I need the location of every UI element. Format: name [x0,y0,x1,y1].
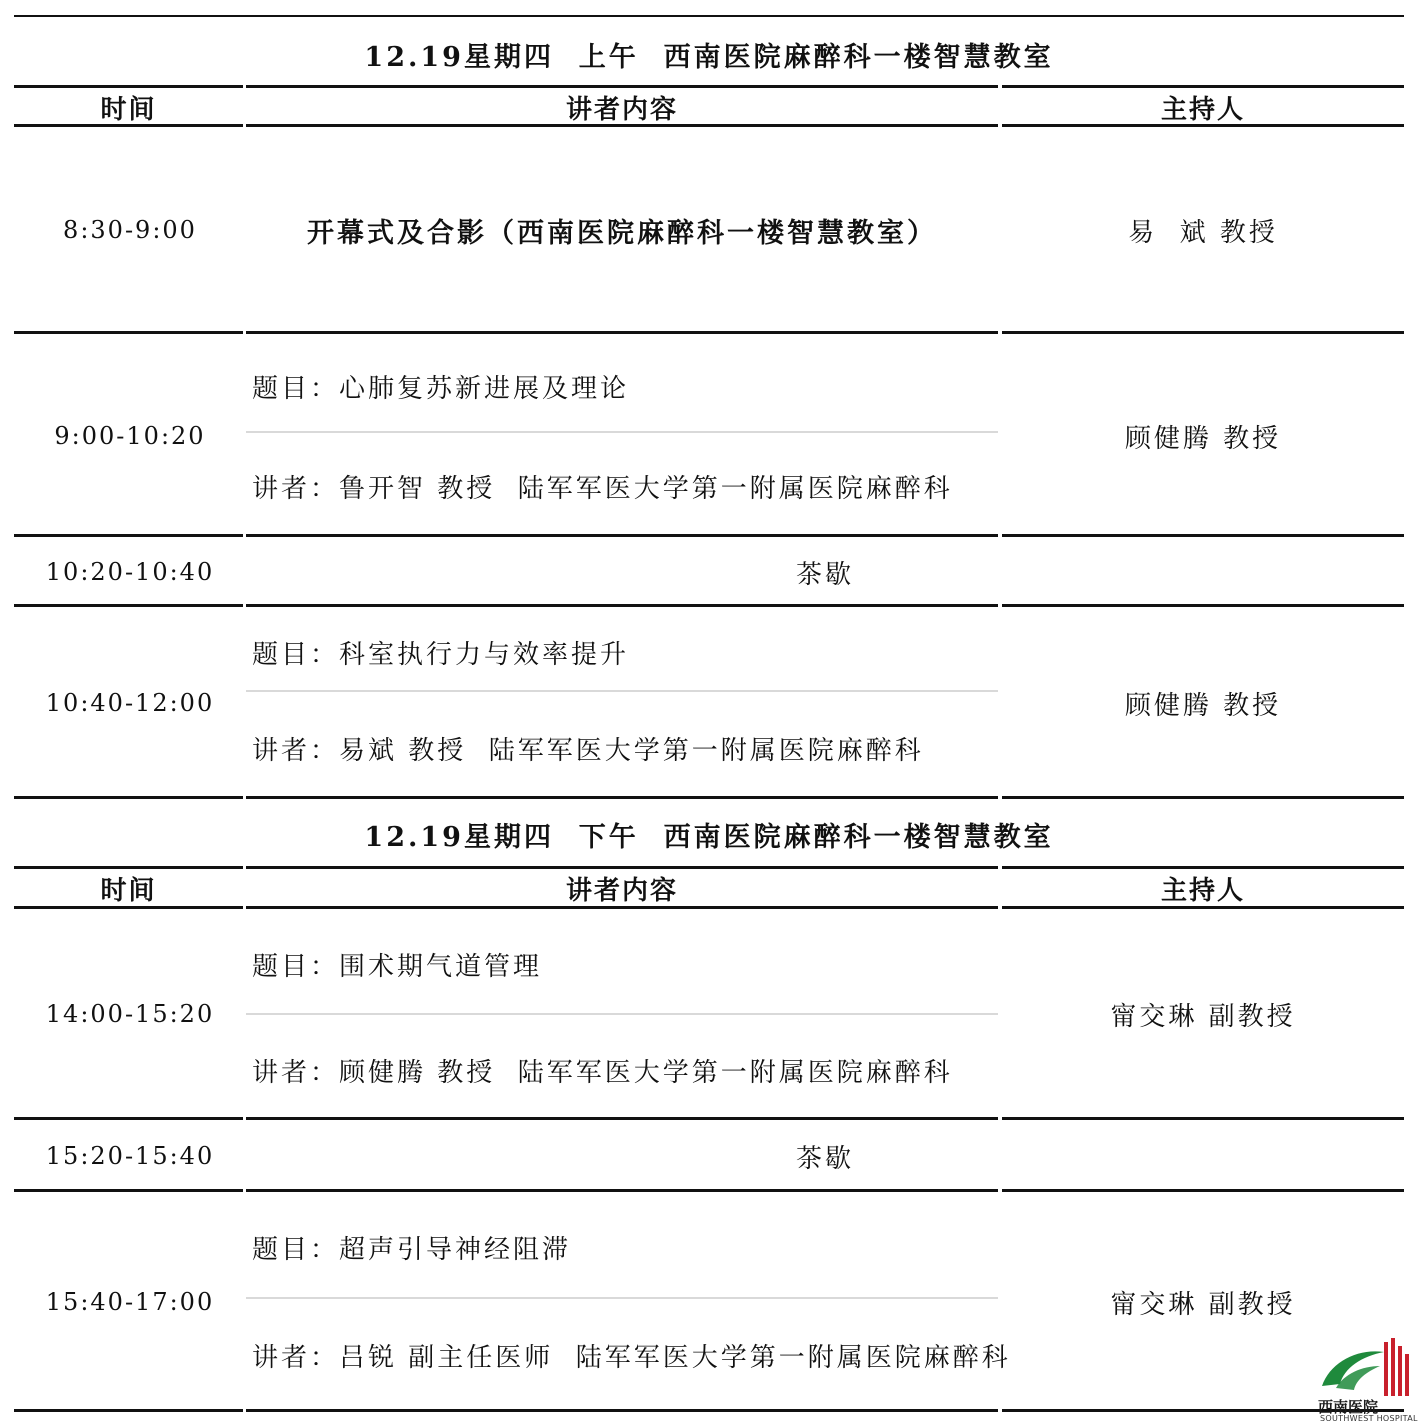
row-time: 15:40-17:00 [45,1288,215,1316]
session-title: 12.19星期四 下午 西南医院麻醉科一楼智慧教室 [364,821,1054,853]
logo-name-cn: 西南医院 [1318,1398,1379,1416]
row-topic: 题目：心肺复苏新进展及理论 [252,373,630,404]
row-topic: 题目：科室执行力与效率提升 [252,639,630,670]
logo-red-bar [1384,1342,1388,1396]
row-speaker: 讲者：顾健腾 教授 陆军军医大学第一附属医院麻醉科 [252,1057,953,1088]
row-rule [1002,604,1404,607]
row-speaker: 讲者：吕锐 副主任医师 陆军军医大学第一附属医院麻醉科 [252,1342,1011,1373]
row-rule [246,1409,998,1412]
row-divider [246,1297,998,1299]
row-rule [14,796,243,799]
row-break: 茶歇 [795,1143,854,1174]
row-rule [1002,1189,1404,1192]
logo-red-bar [1398,1346,1402,1396]
row-rule [246,534,998,537]
row-rule [246,604,998,607]
row-time: 10:20-10:40 [45,558,215,586]
row-time: 14:00-15:20 [45,1000,215,1028]
hospital-logo [1318,1338,1418,1424]
top-rule [14,15,1404,17]
row-divider [246,1013,998,1015]
header-host: 主持人 [1160,94,1245,125]
row-rule [246,796,998,799]
header-content: 讲者内容 [565,875,678,906]
header-content: 讲者内容 [565,94,678,125]
row-host: 顾健腾 教授 [1124,423,1282,454]
header-time: 时间 [100,875,157,906]
row-host: 易 斌 教授 [1128,217,1278,248]
header-rule [246,124,998,127]
row-time: 9:00-10:20 [54,422,206,450]
logo-name-en: SOUTHWEST HOSPITAL [1320,1414,1418,1423]
header-time: 时间 [100,94,157,125]
row-time: 8:30-9:00 [63,216,197,244]
row-divider [246,431,998,433]
row-rule [1002,796,1404,799]
row-rule [246,1189,998,1192]
row-rule [14,1409,243,1412]
row-divider [246,690,998,692]
header-rule [1002,124,1404,127]
header-rule [246,906,998,909]
row-rule [14,1117,243,1120]
row-rule [14,604,243,607]
row-topic: 题目：超声引导神经阻滞 [252,1234,572,1265]
row-rule [1002,1117,1404,1120]
row-speaker: 讲者：易斌 教授 陆军军医大学第一附属医院麻醉科 [252,735,924,766]
session-title: 12.19星期四 上午 西南医院麻醉科一楼智慧教室 [364,41,1054,73]
row-host: 顾健腾 教授 [1124,690,1282,721]
row-topic: 题目：围术期气道管理 [252,951,543,982]
header-rule [14,124,243,127]
header-rule [14,906,243,909]
row-time: 15:20-15:40 [45,1142,215,1170]
logo-red-bar [1391,1338,1395,1396]
row-rule [246,331,998,334]
logo-red-bar [1405,1354,1409,1396]
row-host: 甯交琳 副教授 [1110,1001,1296,1032]
row-rule [14,1189,243,1192]
row-rule [14,534,243,537]
header-host: 主持人 [1160,875,1245,906]
row-break: 茶歇 [795,559,854,590]
row-rule [14,331,243,334]
row-rule [1002,534,1404,537]
row-rule [246,1117,998,1120]
header-rule [1002,906,1404,909]
row-content: 开幕式及合影（西南医院麻醉科一楼智慧教室） [307,217,937,249]
row-host: 甯交琳 副教授 [1110,1289,1296,1320]
row-rule [1002,331,1404,334]
row-speaker: 讲者：鲁开智 教授 陆军军医大学第一附属医院麻醉科 [252,473,953,504]
row-time: 10:40-12:00 [45,689,215,717]
hospital-logo-icon [1318,1338,1418,1398]
